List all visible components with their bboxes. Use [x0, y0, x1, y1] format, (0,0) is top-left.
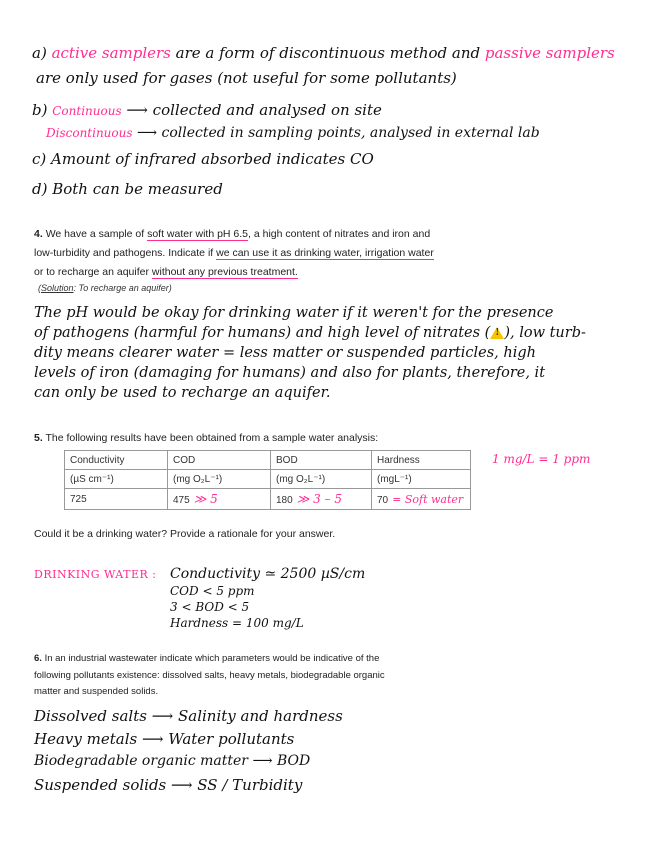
q5-intro: The following results have been obtained from a sample water analysis:	[45, 432, 379, 444]
q4-text3: or to recharge an aquifer	[34, 266, 149, 278]
answer-d: d) Both can be measured	[32, 180, 223, 198]
q4-answer-line2	[34, 325, 586, 341]
value-bod: 180 ≫ 3 – 5	[271, 489, 372, 510]
answer-b-discontinuous-line	[46, 125, 540, 141]
unit-conductivity: (µS cm⁻¹)	[65, 470, 168, 489]
value-cod: 475 ≫ 5	[168, 489, 271, 510]
answer-a-line2: are only used for gases (not useful for some pollutants)	[36, 69, 457, 87]
answer-a-prefix: a)	[32, 44, 47, 62]
q4-usage-options: we can use it as drinking water, irrigation water	[216, 247, 434, 259]
q6-answer-suspended-solids: Suspended solids ⟶ SS / Turbidity	[34, 776, 303, 794]
q4-answer-line4: levels of iron (damaging for humans) and also for plants, therefore, it	[34, 365, 546, 381]
dw-bod: 3 < BOD < 5	[170, 600, 250, 614]
answer-a-middle: are a form of discontinuous method and	[175, 44, 481, 62]
q6-line2: following pollutants existence: dissolved salts, heavy metals, biodegradable organic	[34, 670, 385, 681]
header-bod: BOD	[271, 451, 372, 470]
unit-bod: (mg O₂L⁻¹)	[271, 470, 372, 489]
q6-text1: In an industrial wastewater indicate which parameters would be indicative of the	[44, 653, 380, 664]
drinking-water-label: DRINKING WATER :	[34, 568, 157, 581]
q4-number: 4.	[34, 228, 43, 240]
q4-no-treatment: without any previous treatment.	[151, 266, 298, 278]
dw-cod: COD < 5 ppm	[170, 584, 255, 598]
answer-c: c) Amount of infrared absorbed indicates CO	[32, 150, 374, 168]
q4-answer-line5: can only be used to recharge an aquifer.	[34, 385, 331, 401]
answer-b-discontinuous: Discontinuous	[46, 126, 133, 140]
answer-b-prefix: b)	[32, 101, 48, 119]
unit-hardness: (mgL⁻¹)	[372, 470, 471, 489]
q5-question: Could it be a drinking water? Provide a rationale for your answer.	[34, 528, 336, 540]
value-hardness: 70 = Soft water	[372, 489, 471, 510]
answer-b-continuous: Continuous	[52, 104, 122, 118]
note-bod: ≫ 3 – 5	[296, 492, 342, 506]
q5-side-note: 1 mg/L = 1 ppm	[492, 452, 591, 466]
q4-text1: We have a sample of	[45, 228, 145, 240]
q5-intro-line	[34, 432, 378, 444]
table-row	[65, 489, 471, 510]
answer-b-continuous-desc: ⟶ collected and analysed on site	[126, 101, 382, 119]
q6-line3: matter and suspended solids.	[34, 686, 159, 697]
q6-answer-heavy-metals: Heavy metals ⟶ Water pollutants	[34, 730, 295, 748]
value-conductivity: 725	[65, 489, 168, 510]
q4-soft-water: soft water with pH 6.5	[147, 228, 249, 240]
header-conductivity: Conductivity	[65, 451, 168, 470]
dw-hardness: Hardness = 100 mg/L	[170, 616, 304, 630]
answer-b-discontinuous-desc: ⟶ collected in sampling points, analysed in external lab	[136, 125, 540, 141]
q6-line1	[34, 653, 379, 664]
q4-solution-text: : To recharge an aquifer)	[73, 283, 172, 293]
q6-answer-dissolved-salts: Dissolved salts ⟶ Salinity and hardness	[34, 707, 343, 725]
q6-answer-organic-matter: Biodegradable organic matter ⟶ BOD	[34, 753, 311, 769]
q4-line3	[34, 266, 298, 278]
note-hardness: = Soft water	[392, 492, 464, 506]
warning-icon: !	[490, 327, 504, 340]
q4-text1-rest: , a high content of nitrates and iron and	[248, 228, 431, 240]
header-cod: COD	[168, 451, 271, 470]
answer-a-passive-samplers: passive samplers	[484, 44, 615, 62]
q4-answer-line3: dity means clearer water = less matter or suspended particles, high	[34, 345, 536, 361]
q5-number: 5.	[34, 432, 43, 444]
q4-answer-line2b: ), low turb-	[504, 325, 586, 341]
q4-line1	[34, 228, 430, 240]
q4-solution-label: (Solution	[38, 283, 74, 293]
answer-a-active-samplers: active samplers	[51, 44, 171, 62]
table-row	[65, 470, 471, 489]
answer-a-line1	[32, 44, 615, 62]
q5-results-table	[64, 450, 471, 510]
header-hardness: Hardness	[372, 451, 471, 470]
q4-text2: low-turbidity and pathogens. Indicate if	[34, 247, 214, 259]
unit-cod: (mg O₂L⁻¹)	[168, 470, 271, 489]
q4-answer-line2a: of pathogens (harmful for humans) and high level of nitrates (	[34, 325, 491, 341]
q4-answer-line1: The pH would be okay for drinking water if it weren't for the presence	[34, 305, 554, 321]
note-cod: ≫ 5	[193, 492, 218, 506]
q6-number: 6.	[34, 653, 42, 664]
q4-solution	[38, 283, 172, 293]
q4-line2	[34, 247, 434, 259]
table-row	[65, 451, 471, 470]
dw-conductivity: Conductivity ≃ 2500 µS/cm	[170, 566, 366, 582]
answer-b-continuous-line	[32, 101, 382, 119]
